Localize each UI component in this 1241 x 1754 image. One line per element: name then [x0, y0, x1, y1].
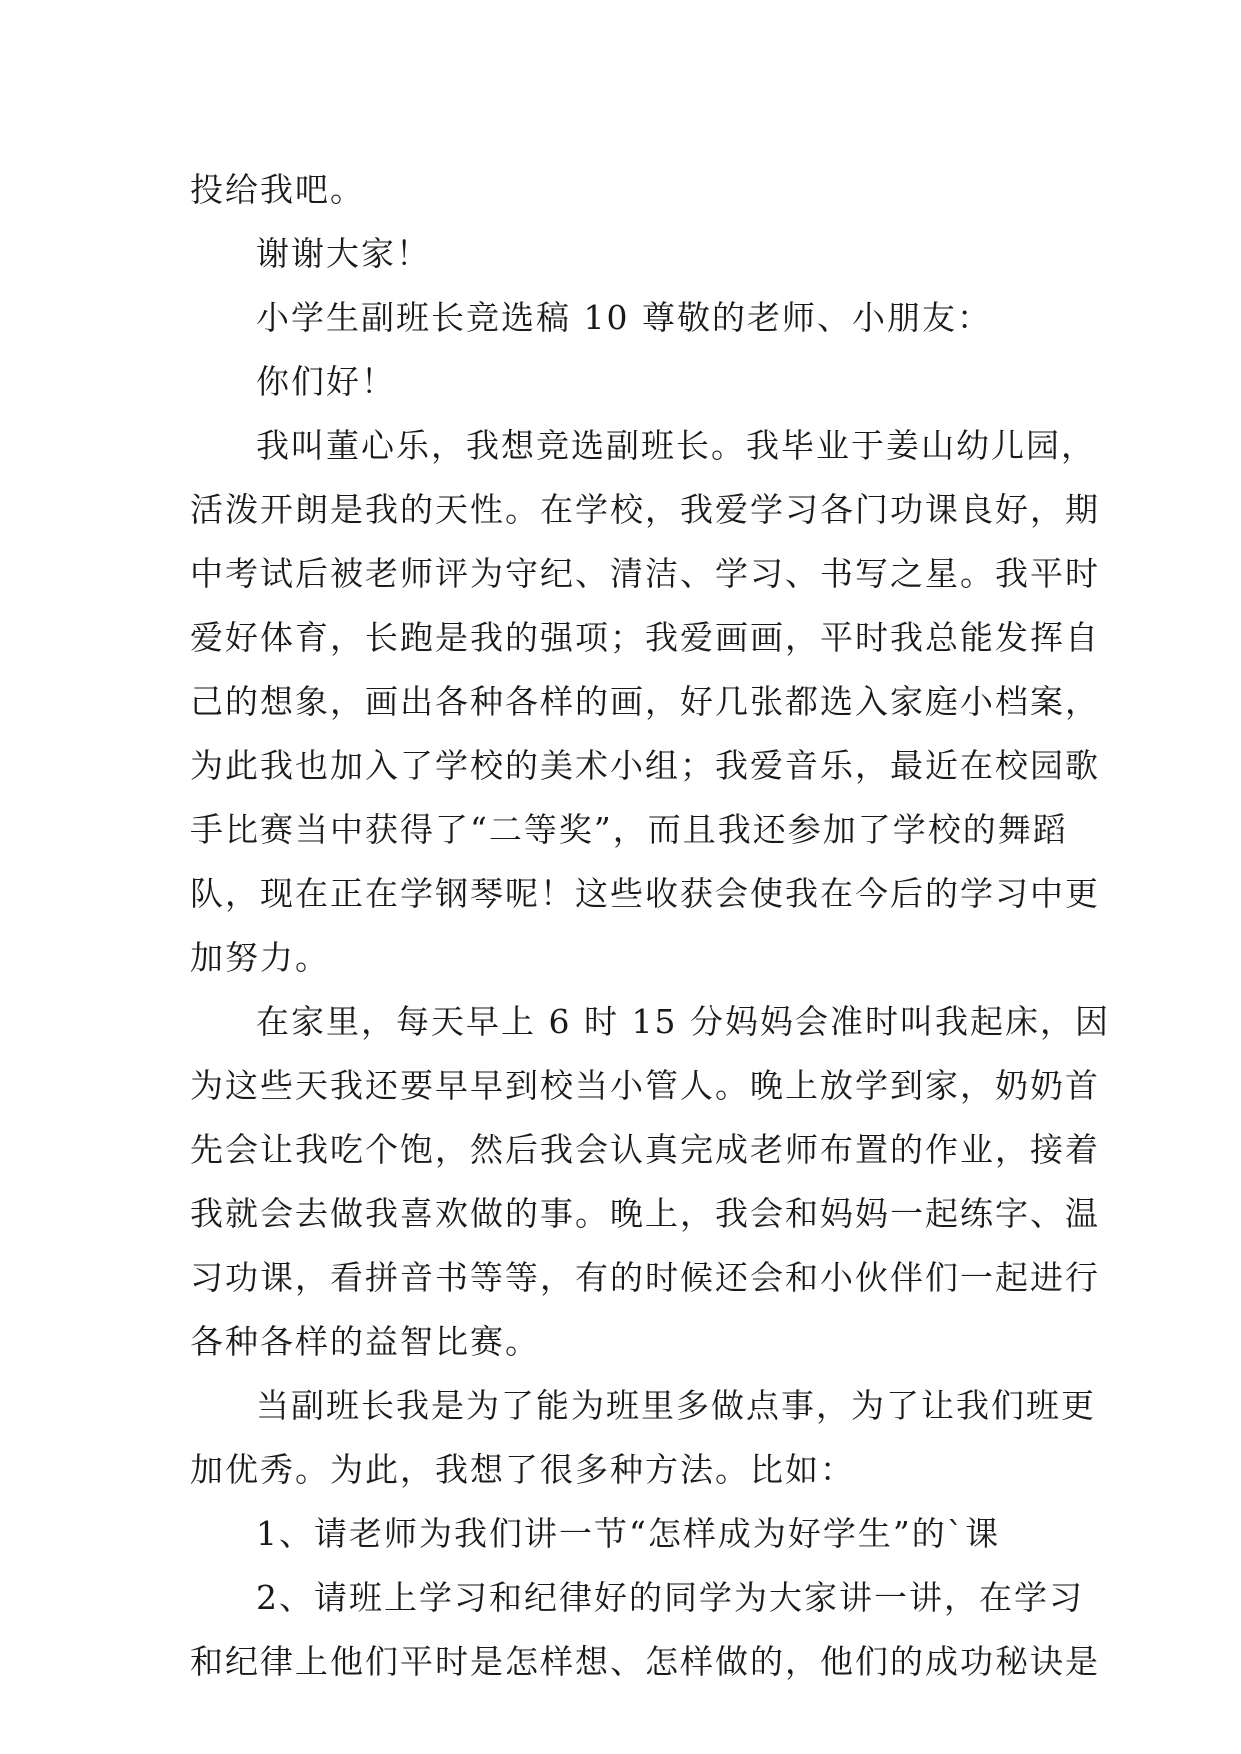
paragraph-line: 为这些天我还要早早到校当小管人。晚上放学到家，奶奶首: [190, 1066, 1100, 1105]
paragraph-line: 队，现在正在学钢琴呢！这些收获会使我在今后的学习中更: [190, 874, 1100, 913]
paragraph-line: 我叫董心乐，我想竞选副班长。我毕业于姜山幼儿园，: [256, 426, 1096, 465]
paragraph-line: 我就会去做我喜欢做的事。晚上，我会和妈妈一起练字、温: [190, 1194, 1100, 1233]
paragraph-line: 手比赛当中获得了“二等奖”，而且我还参加了学校的舞蹈: [190, 810, 1068, 849]
paragraph-line: 投给我吧。: [190, 170, 365, 209]
paragraph-line: 加优秀。为此，我想了很多种方法。比如：: [190, 1450, 855, 1489]
paragraph-line: 活泼开朗是我的天性。在学校，我爱学习各门功课良好，期: [190, 490, 1100, 529]
paragraph-line: 各种各样的益智比赛。: [190, 1322, 540, 1361]
document-body: [190, 158, 1110, 1694]
paragraph-line: 加努力。: [190, 938, 330, 977]
paragraph-line: 在家里，每天早上 6 时 15 分妈妈会准时叫我起床，因: [256, 1002, 1110, 1041]
list-item-line: 2、请班上学习和纪律好的同学为大家讲一讲，在学习: [256, 1578, 1084, 1617]
paragraph-line: 当副班长我是为了能为班里多做点事，为了让我们班更: [256, 1386, 1096, 1425]
section-heading-line: 小学生副班长竞选稿 10 尊敬的老师、小朋友：: [256, 298, 992, 337]
list-item-line: 1、请老师为我们讲一节“怎样成为好学生”的`课: [256, 1514, 1001, 1553]
greeting-line: 你们好！: [256, 362, 396, 401]
paragraph-line: 习功课，看拼音书等等，有的时候还会和小伙伴们一起进行: [190, 1258, 1100, 1297]
paragraph-line: 和纪律上他们平时是怎样想、怎样做的，他们的成功秘诀是: [190, 1642, 1100, 1681]
paragraph-line: 谢谢大家！: [256, 234, 431, 273]
paragraph-line: 爱好体育，长跑是我的强项；我爱画画，平时我总能发挥自: [190, 618, 1100, 657]
paragraph-line: 为此我也加入了学校的美术小组；我爱音乐，最近在校园歌: [190, 746, 1100, 785]
paragraph-line: 中考试后被老师评为守纪、清洁、学习、书写之星。我平时: [190, 554, 1100, 593]
paragraph-line: 先会让我吃个饱，然后我会认真完成老师布置的作业，接着: [190, 1130, 1100, 1169]
paragraph-line: 己的想象，画出各种各样的画，好几张都选入家庭小档案，: [190, 682, 1100, 721]
